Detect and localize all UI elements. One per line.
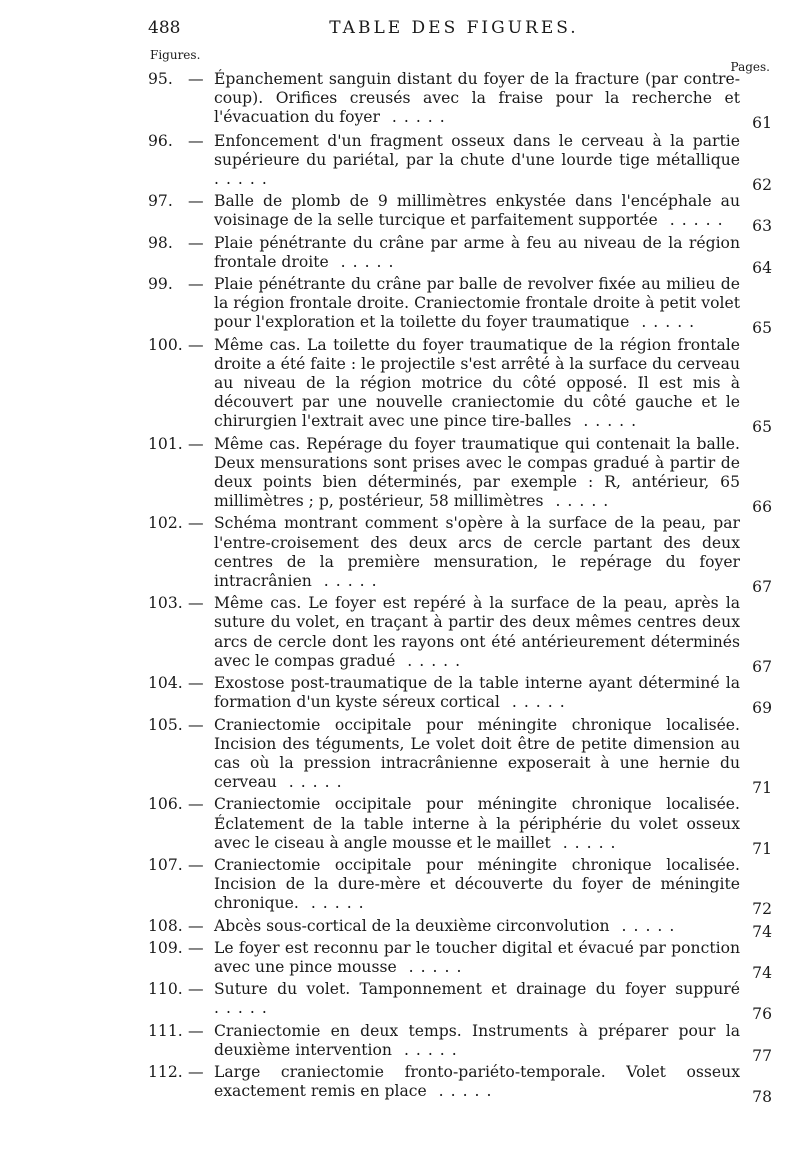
leader-dots: ..... xyxy=(657,211,730,230)
entry-dash: — xyxy=(188,514,204,533)
figure-entry xyxy=(148,335,772,437)
leader-dots: ..... xyxy=(499,693,572,712)
figure-caption: Même cas. Le foyer est repéré à la surface de la peau, après la suture du volet, en traçant à partir des deux mêmes centres deux arcs de cercle dont les rayons ont été antérieurement déterminés avec le compas gradué ..... xyxy=(214,594,740,670)
figure-number: 101. xyxy=(148,434,183,453)
figure-caption: Craniectomie occipitale pour méningite chronique localisée. Incision de la dure-mère et découverte du foyer de méningite chronique. ..... xyxy=(214,855,740,913)
page-reference: 62 xyxy=(752,176,772,195)
leader-dots: ..... xyxy=(629,313,702,332)
entry-dash: — xyxy=(188,192,204,211)
figure-number: 96. xyxy=(148,131,173,150)
page-reference: 65 xyxy=(752,319,772,338)
figure-entry xyxy=(148,131,772,195)
figure-entry xyxy=(148,192,772,236)
figure-list xyxy=(148,70,772,1107)
column-label-pages: Pages. xyxy=(730,60,770,74)
leader-dots: ..... xyxy=(395,651,468,670)
entry-dash: — xyxy=(188,131,204,150)
figure-entry xyxy=(148,916,772,941)
figure-caption: Plaie pénétrante du crâne par arme à feu au niveau de la région frontale droite ..... xyxy=(214,233,740,271)
page-reference: 77 xyxy=(752,1046,772,1065)
figure-entry xyxy=(148,795,772,858)
figure-entry xyxy=(148,233,772,277)
leader-dots: ..... xyxy=(214,170,274,189)
figure-number: 103. xyxy=(148,594,183,613)
page-reference: 66 xyxy=(752,498,772,517)
leader-dots: ..... xyxy=(276,773,349,792)
page-reference: 63 xyxy=(752,217,772,236)
figure-caption: Épanchement sanguin distant du foyer de la fracture (par contre-coup). Orifices creusés avec la fraise pour la recherche et l'évacuation du foyer ..... xyxy=(214,70,740,127)
page-reference: 72 xyxy=(752,900,772,919)
figure-number: 109. xyxy=(148,938,183,957)
entry-dash: — xyxy=(188,594,204,613)
leader-dots: ..... xyxy=(571,412,644,431)
figure-entry xyxy=(148,1021,772,1065)
page-number: 488 xyxy=(148,18,181,38)
leader-dots: ..... xyxy=(298,894,371,913)
figure-entry xyxy=(148,674,772,718)
figure-number: 107. xyxy=(148,855,183,874)
figure-caption: Craniectomie occipitale pour méningite chronique localisée. Éclatement de la table interne à la périphérie du volet osseux avec le ciseau à angle mousse et le maillet ..... xyxy=(214,795,740,852)
figure-caption: Schéma montrant comment s'opère à la surface de la peau, par l'entre-croisement des deux arcs de cercle partant des deux centres de la première mensuration, le repérage du foyer intracrânien ..... xyxy=(214,514,740,591)
figure-entry xyxy=(148,980,772,1024)
entry-dash: — xyxy=(188,980,204,999)
figure-entry xyxy=(148,70,772,133)
figure-caption: Exostose post-traumatique de la table interne ayant déterminé la formation d'un kyste séreux cortical ..... xyxy=(214,674,740,712)
page-reference: 67 xyxy=(752,578,772,597)
figure-caption: Plaie pénétrante du crâne par balle de revolver fixée au milieu de la région frontale droite. Craniectomie frontale droite à petit volet pour l'exploration et la toilette du foyer traumatique ..... xyxy=(214,275,740,332)
page-reference: 74 xyxy=(752,922,772,941)
page-reference: 71 xyxy=(752,779,772,798)
figure-entry xyxy=(148,594,772,676)
figure-number: 108. xyxy=(148,916,183,935)
figure-number: 106. xyxy=(148,795,183,814)
figure-caption: Suture du volet. Tamponnement et drainage du foyer suppuré ..... xyxy=(214,980,740,1018)
figure-entry xyxy=(148,855,772,919)
page-reference: 76 xyxy=(752,1005,772,1024)
entry-dash: — xyxy=(188,233,204,252)
figure-entry xyxy=(148,938,772,982)
page-reference: 61 xyxy=(752,114,772,133)
running-header xyxy=(148,18,760,42)
figure-entry xyxy=(148,1062,772,1107)
figure-number: 105. xyxy=(148,715,183,734)
page-reference: 67 xyxy=(752,657,772,676)
column-label-figures: Figures. xyxy=(150,48,201,62)
leader-dots: ..... xyxy=(396,957,469,976)
figure-caption: Le foyer est reconnu par le toucher digital et évacué par ponction avec une pince mousse ..... xyxy=(214,938,740,976)
figure-caption: Même cas. La toilette du foyer traumatique de la région frontale droite a été faite : le projectile s'est arrêté à la surface du cerveau au niveau de la région motrice du côté opposé. Il est mis à découvert par une nouvelle craniectomie du côté gauche et le chirurgien l'extrait avec une pince tire-balles ..... xyxy=(214,335,740,431)
leader-dots: ..... xyxy=(328,252,401,271)
leader-dots: ..... xyxy=(379,108,452,127)
figure-caption: Même cas. Repérage du foyer traumatique qui contenait la balle. Deux mensurations sont prises avec le compas gradué à partir de deux points bien déterminés, par exemple : R, antérieur, 65 millimètres ; p, postérieur, 58 millimètres ..... xyxy=(214,434,740,511)
page-reference: 71 xyxy=(752,839,772,858)
entry-dash: — xyxy=(188,916,204,935)
figure-number: 99. xyxy=(148,275,173,294)
entry-dash: — xyxy=(188,335,204,354)
page-reference: 64 xyxy=(752,258,772,277)
figure-caption: Craniectomie en deux temps. Instruments à préparer pour la deuxième intervention ..... xyxy=(214,1021,740,1059)
figure-number: 102. xyxy=(148,514,183,533)
figure-caption: Abcès sous-cortical de la deuxième circonvolution ..... xyxy=(214,916,682,935)
entry-dash: — xyxy=(188,674,204,693)
figure-number: 100. xyxy=(148,335,183,354)
figure-number: 98. xyxy=(148,233,173,252)
entry-dash: — xyxy=(188,715,204,734)
figure-entry xyxy=(148,715,772,798)
page-reference: 78 xyxy=(752,1088,772,1107)
figure-number: 104. xyxy=(148,674,183,693)
leader-dots: ..... xyxy=(391,1040,464,1059)
figure-entry xyxy=(148,275,772,338)
figure-caption: Craniectomie occipitale pour méningite chronique localisée. Incision des téguments, Le volet doit être de petite dimension au cas où la pression intracrânienne exposerait à une hernie du cerveau ..... xyxy=(214,715,740,792)
entry-dash: — xyxy=(188,70,204,88)
leader-dots: ..... xyxy=(609,916,682,935)
figure-number: 111. xyxy=(148,1021,183,1040)
entry-dash: — xyxy=(188,434,204,453)
figure-number: 97. xyxy=(148,192,173,211)
running-title: TABLE DES FIGURES. xyxy=(329,18,579,38)
entry-dash: — xyxy=(188,795,204,814)
entry-dash: — xyxy=(188,1021,204,1040)
entry-dash: — xyxy=(188,938,204,957)
figure-number: 112. xyxy=(148,1062,183,1081)
figure-entry xyxy=(148,434,772,517)
entry-dash: — xyxy=(188,275,204,294)
figure-caption: Large craniectomie fronto-pariéto-temporale. Volet osseux exactement remis en place ..... xyxy=(214,1062,740,1101)
leader-dots: ..... xyxy=(426,1082,499,1101)
figure-entry xyxy=(148,514,772,597)
leader-dots: ..... xyxy=(543,492,616,511)
figure-number: 110. xyxy=(148,980,183,999)
figure-caption: Balle de plomb de 9 millimètres enkystée dans l'encéphale au voisinage de la selle turcique et parfaitement supportée ..... xyxy=(214,192,740,230)
leader-dots: ..... xyxy=(550,833,623,852)
page-reference: 69 xyxy=(752,699,772,718)
page-reference: 65 xyxy=(752,418,772,437)
entry-dash: — xyxy=(188,855,204,874)
figure-number: 95. xyxy=(148,70,173,88)
leader-dots: ..... xyxy=(214,999,274,1018)
leader-dots: ..... xyxy=(311,572,384,591)
entry-dash: — xyxy=(188,1062,204,1081)
figure-caption: Enfoncement d'un fragment osseux dans le cerveau à la partie supérieure du pariétal, par la chute d'une lourde tige métallique ..... xyxy=(214,131,740,189)
page-reference: 74 xyxy=(752,963,772,982)
